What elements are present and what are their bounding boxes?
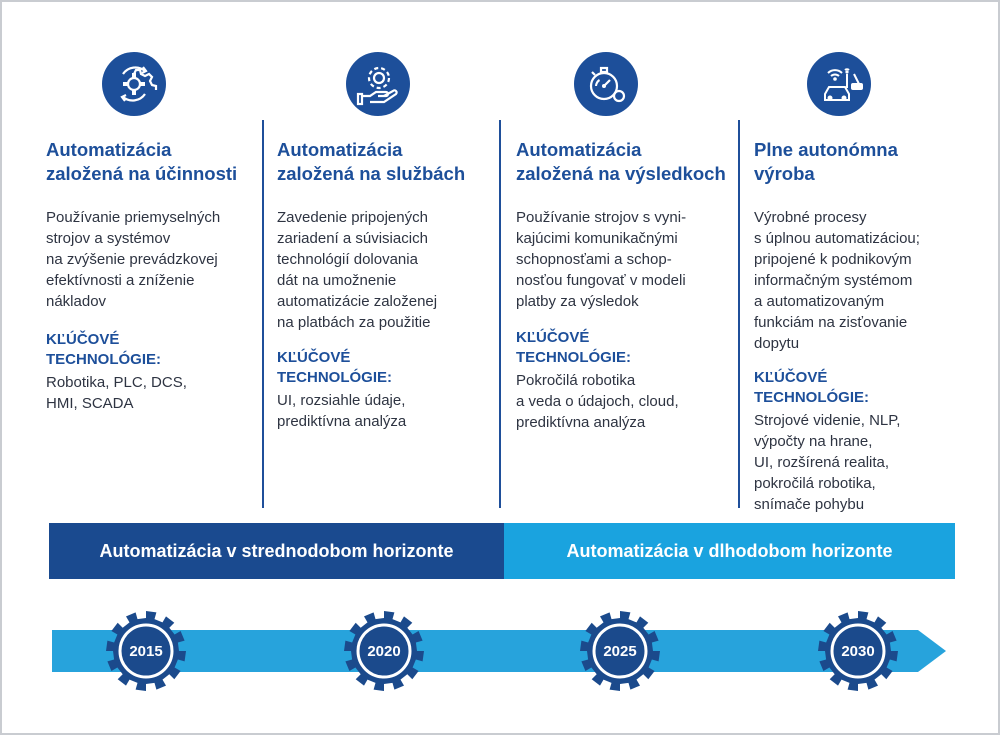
year-label-2025: 2025 [603, 643, 637, 660]
long-term-horizon-band [504, 523, 955, 579]
column-separator [499, 120, 501, 508]
autonomous-car-icon [807, 52, 871, 116]
column-description: Používanie strojov s vyni- kajúcimi komunikačnými schopnosťami a schop- nosťou fungovať v modeli platby za výsledok [516, 209, 687, 310]
timeline-arrow [52, 630, 946, 672]
column-title: Plne autonómna výroba [754, 139, 898, 184]
key-technologies-label: KĽÚČOVÉ TECHNOLÓGIE: [754, 369, 869, 406]
long-term-horizon-label: Automatizácia v dlhodobom horizonte [566, 540, 893, 561]
column-separator [738, 120, 740, 508]
year-label-2020: 2020 [367, 643, 401, 660]
mid-term-horizon-label: Automatizácia v strednodobom horizonte [99, 540, 454, 561]
year-label-2015: 2015 [129, 643, 163, 660]
column-title: Automatizácia založená na výsledkoch [516, 139, 726, 184]
key-technologies-list: Strojové videnie, NLP, výpočty na hrane, UI, rozšírená realita, pokročilá robotika, snímače pohybu [754, 412, 901, 513]
mid-term-horizon-band [49, 523, 504, 579]
column-description: Používanie priemyselných strojov a systémov na zvýšenie prevádzkovej efektívnosti a zníženie nákladov [46, 209, 221, 310]
gear-cycle-icon [102, 52, 166, 116]
column-description: Výrobné procesy s úplnou automatizáciou; pripojené k podnikovým informačným systémom a automatizovaným funkciám na zisťovanie dopytu [754, 209, 920, 352]
column-title: Automatizácia založená na účinnosti [46, 139, 238, 184]
stopwatch-gear-icon [574, 52, 638, 116]
column-separator [262, 120, 264, 508]
column-title: Automatizácia založená na službách [277, 139, 466, 184]
key-technologies-label: KĽÚČOVÉ TECHNOLÓGIE: [46, 331, 161, 368]
year-label-2030: 2030 [841, 643, 875, 660]
gear-hand-icon [346, 52, 410, 116]
timeline [0, 608, 1000, 694]
key-technologies-label: KĽÚČOVÉ TECHNOLÓGIE: [516, 329, 631, 366]
key-technologies-list: UI, rozsiahle údaje, prediktívna analýza [277, 392, 407, 430]
key-technologies-list: Pokročilá robotika a veda o údajoch, cloud, prediktívna analýza [516, 372, 679, 431]
column-description: Zavedenie pripojených zariadení a súvisiacich technológií dolovania dát na umožnenie automatizácie založenej na platbách za použitie [277, 209, 438, 331]
key-technologies-list: Robotika, PLC, DCS, HMI, SCADA [46, 374, 187, 412]
key-technologies-label: KĽÚČOVÉ TECHNOLÓGIE: [277, 349, 392, 386]
